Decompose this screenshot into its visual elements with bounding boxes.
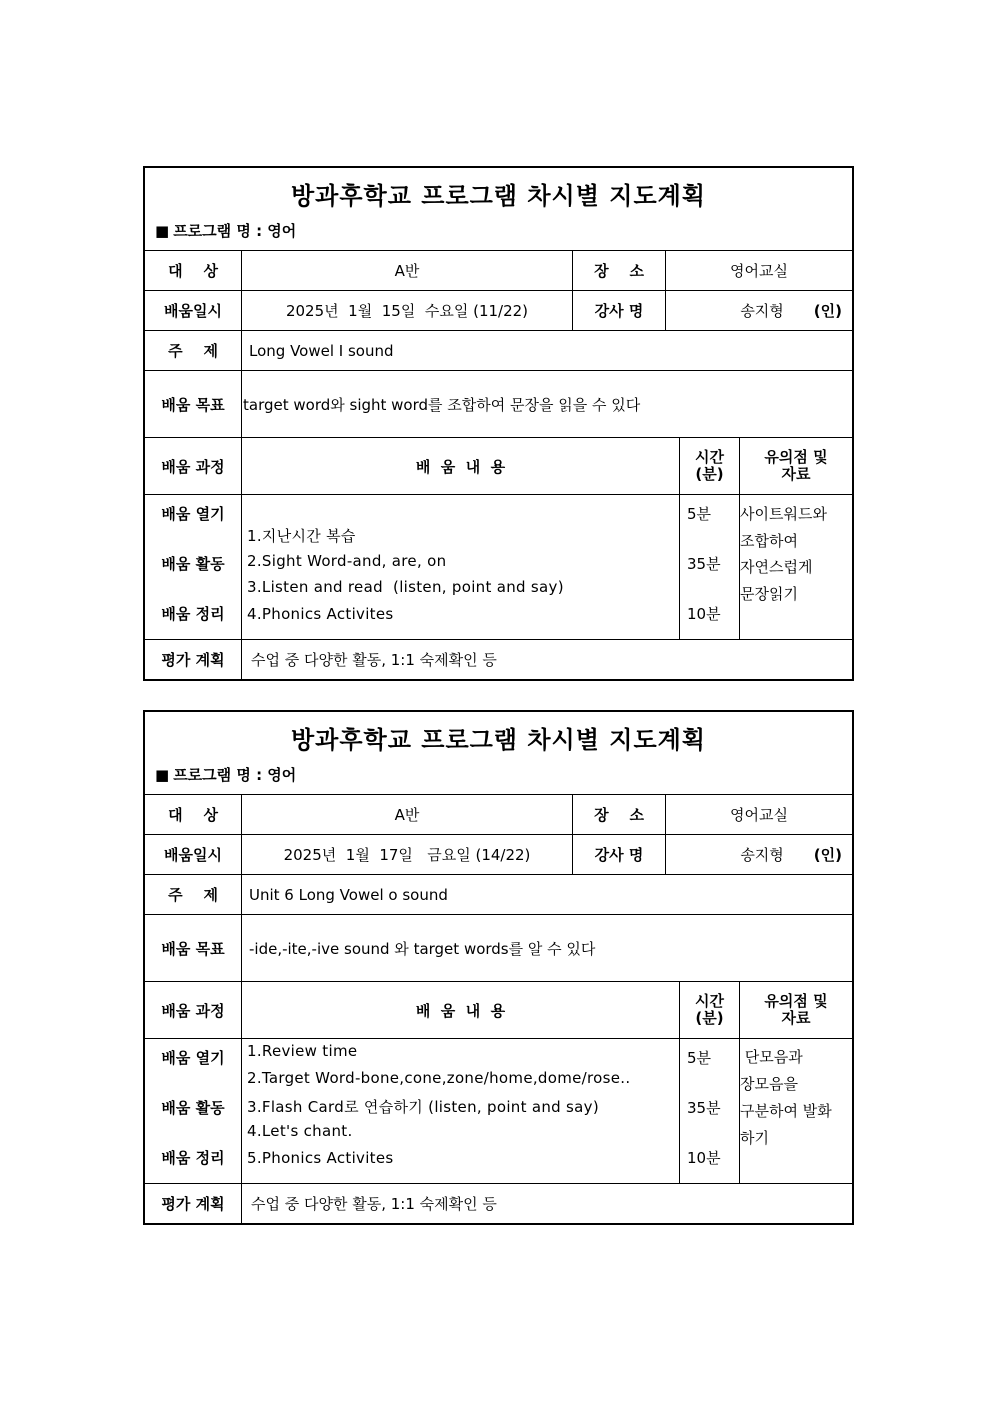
place-value: 영어교실 xyxy=(730,262,788,280)
stage-activity: 배움 활동 xyxy=(161,1099,225,1117)
content-line: 3.Listen and read (listen, point and say) xyxy=(247,578,564,596)
topic-row xyxy=(145,331,852,371)
topic-label: 주 제 xyxy=(145,875,242,914)
time-column xyxy=(680,495,740,639)
eval-label: 평가 계획 xyxy=(145,640,242,679)
note-line: 사이트워드와 xyxy=(740,505,827,523)
date-label: 배움일시 xyxy=(145,835,242,874)
content-line: 4.Phonics Activites xyxy=(247,605,394,623)
square-bullet-icon: ■ xyxy=(155,222,170,240)
content-line: 2.Sight Word-and, are, on xyxy=(247,552,447,570)
note-line: 장모음을 xyxy=(740,1075,798,1093)
note-line: 조합하여 xyxy=(740,532,798,550)
eval-label: 평가 계획 xyxy=(145,1184,242,1223)
teacher-label: 강사 명 xyxy=(573,291,666,330)
goal-label: 배움 목표 xyxy=(145,915,242,981)
date-value: 2025년 1월 15일 수요일 (11/22) xyxy=(242,291,573,330)
process-body-row xyxy=(145,495,852,640)
time-value: 35분 xyxy=(687,1099,721,1117)
time-header: 시간 (분) xyxy=(680,982,740,1038)
goal-label: 배움 목표 xyxy=(145,371,242,437)
note-line: 자연스럽게 xyxy=(740,558,813,576)
time-column xyxy=(680,1039,740,1183)
teacher-name: 송지형 xyxy=(740,846,784,864)
time-value: 35분 xyxy=(687,555,721,573)
date-row xyxy=(145,835,852,875)
target-label: 대 상 xyxy=(145,795,242,834)
teacher-cell xyxy=(666,291,852,330)
time-value: 5분 xyxy=(687,505,712,523)
eval-row xyxy=(145,640,852,679)
time-value: 5분 xyxy=(687,1049,712,1067)
note-column xyxy=(740,495,852,639)
date-label: 배움일시 xyxy=(145,291,242,330)
note-header: 유의점 및 자료 xyxy=(764,448,828,483)
content-line: 5.Phonics Activites xyxy=(247,1149,394,1167)
place-label: 장 소 xyxy=(573,251,666,290)
target-row xyxy=(145,251,852,291)
target-label: 대 상 xyxy=(145,251,242,290)
stage-column xyxy=(145,495,242,639)
topic-label: 주 제 xyxy=(145,331,242,370)
content-line: 3.Flash Card로 연습하기 (listen, point and say) xyxy=(247,1098,599,1116)
target-value: A반 xyxy=(242,795,573,834)
content-column xyxy=(242,1039,680,1183)
note-line: 문장읽기 xyxy=(740,585,798,603)
process-body-row xyxy=(145,1039,852,1184)
square-bullet-icon: ■ xyxy=(155,766,170,784)
note-line: 구분하여 발화 xyxy=(740,1102,832,1120)
note-header: 유의점 및 자료 xyxy=(764,992,828,1027)
process-label: 배움 과정 xyxy=(145,438,242,494)
note-column xyxy=(740,1039,852,1183)
time-value: 10분 xyxy=(687,1149,721,1167)
stage-column xyxy=(145,1039,242,1183)
content-header: 배 움 내 용 xyxy=(242,982,680,1038)
plan-title: 방과후학교 프로그램 차시별 지도계획 xyxy=(290,181,706,210)
content-line: 4.Let's chant. xyxy=(247,1122,353,1140)
content-line: 1.Review time xyxy=(247,1042,358,1060)
stage-wrapup: 배움 정리 xyxy=(161,605,225,623)
topic-value: Unit 6 Long Vowel o sound xyxy=(249,885,448,904)
stage-wrapup: 배움 정리 xyxy=(161,1149,225,1167)
topic-row xyxy=(145,875,852,915)
eval-value: 수업 중 다양한 활동, 1:1 숙제확인 등 xyxy=(251,651,497,669)
program-name: ■ 프로그램 명 : 영어 xyxy=(155,222,297,240)
content-column xyxy=(242,495,680,639)
place-value: 영어교실 xyxy=(730,806,788,824)
teacher-label: 강사 명 xyxy=(573,835,666,874)
plan-header xyxy=(145,168,852,251)
plan-title: 방과후학교 프로그램 차시별 지도계획 xyxy=(290,725,706,754)
goal-value: -ide,-ite,-ive sound 와 target words를 알 수 있다 xyxy=(249,939,596,958)
note-line: 하기 xyxy=(740,1129,769,1147)
stage-open: 배움 열기 xyxy=(161,1049,225,1067)
teacher-name: 송지형 xyxy=(740,302,784,320)
lesson-plan-1 xyxy=(143,166,854,681)
place-label: 장 소 xyxy=(573,795,666,834)
note-line: 단모음과 xyxy=(740,1048,803,1066)
goal-row xyxy=(145,915,852,982)
time-header: 시간 (분) xyxy=(680,438,740,494)
goal-value: target word와 sight word를 조합하여 문장을 읽을 수 있다 xyxy=(243,395,641,414)
content-line: 1.지난시간 복습 xyxy=(247,527,356,545)
goal-row xyxy=(145,371,852,438)
target-row xyxy=(145,795,852,835)
eval-value: 수업 중 다양한 활동, 1:1 숙제확인 등 xyxy=(251,1195,497,1213)
process-header-row xyxy=(145,982,852,1039)
topic-value: Long Vowel I sound xyxy=(249,341,394,360)
stage-open: 배움 열기 xyxy=(161,505,225,523)
content-header: 배 움 내 용 xyxy=(242,438,680,494)
program-name: ■ 프로그램 명 : 영어 xyxy=(155,766,297,784)
content-line: 2.Target Word-bone,cone,zone/home,dome/rose.. xyxy=(247,1069,631,1087)
time-value: 10분 xyxy=(687,605,721,623)
target-value: A반 xyxy=(242,251,573,290)
seal-mark: (인) xyxy=(813,302,842,320)
stage-activity: 배움 활동 xyxy=(161,555,225,573)
eval-row xyxy=(145,1184,852,1223)
teacher-cell xyxy=(666,835,852,874)
date-value: 2025년 1월 17일 금요일 (14/22) xyxy=(242,835,573,874)
plan-header xyxy=(145,712,852,795)
process-header-row xyxy=(145,438,852,495)
date-row xyxy=(145,291,852,331)
process-label: 배움 과정 xyxy=(145,982,242,1038)
seal-mark: (인) xyxy=(813,846,842,864)
lesson-plan-2 xyxy=(143,710,854,1225)
